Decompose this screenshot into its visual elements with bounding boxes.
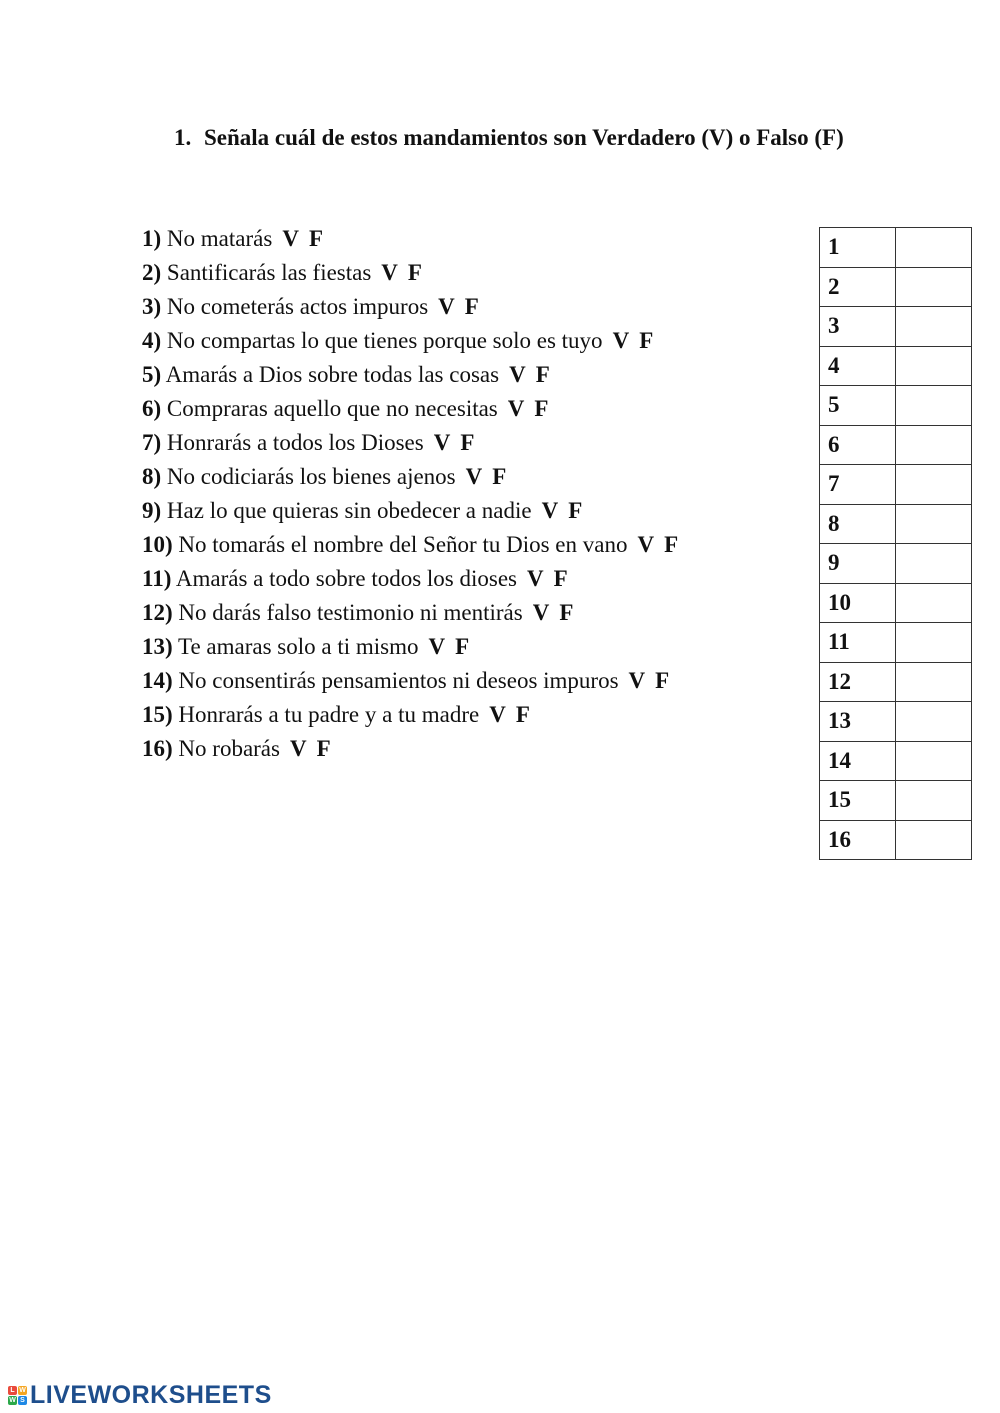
statement-text: No compartas lo que tienes porque solo es tuyo <box>166 328 603 353</box>
instruction-number: 1. <box>174 125 192 150</box>
answer-number: 15 <box>820 781 896 821</box>
answer-number: 2 <box>820 267 896 307</box>
true-false-options <box>527 566 568 591</box>
statement-text: No cometerás actos impuros <box>166 294 429 319</box>
answer-row <box>820 544 972 584</box>
answer-row <box>820 228 972 268</box>
answer-number: 8 <box>820 504 896 544</box>
option-f[interactable]: F <box>559 600 574 625</box>
option-v[interactable]: V <box>428 634 446 659</box>
statement-text: No matarás <box>166 226 273 251</box>
true-false-options <box>429 634 470 659</box>
answer-number: 14 <box>820 741 896 781</box>
true-false-options <box>381 260 422 285</box>
statement-index: 4) <box>142 328 162 353</box>
statement-index: 6) <box>142 396 162 421</box>
answer-box[interactable] <box>896 465 972 505</box>
option-f[interactable]: F <box>655 668 670 693</box>
option-v[interactable]: V <box>381 260 398 285</box>
statement-item <box>142 664 678 698</box>
liveworksheets-logo <box>8 1380 272 1410</box>
option-v[interactable]: V <box>438 294 455 319</box>
statement-index: 16) <box>142 736 173 761</box>
statement-index: 5) <box>142 362 162 387</box>
option-v[interactable]: V <box>433 430 451 455</box>
statement-index: 7) <box>142 430 162 455</box>
answer-box[interactable] <box>896 544 972 584</box>
option-f[interactable]: F <box>455 634 470 659</box>
answer-number: 5 <box>820 386 896 426</box>
option-v[interactable]: V <box>489 702 506 727</box>
option-v[interactable]: V <box>289 736 307 761</box>
option-f[interactable]: F <box>464 294 479 319</box>
option-v[interactable]: V <box>282 226 299 251</box>
answer-row <box>820 425 972 465</box>
answer-number: 1 <box>820 228 896 268</box>
statement-item <box>142 460 678 494</box>
true-false-options <box>290 736 331 761</box>
statement-index: 8) <box>142 464 162 489</box>
statement-text: Compraras aquello que no necesitas <box>166 396 498 421</box>
option-f[interactable]: F <box>639 328 654 353</box>
answer-number: 9 <box>820 544 896 584</box>
statement-index: 2) <box>142 260 162 285</box>
true-false-options <box>434 430 475 455</box>
answer-row <box>820 504 972 544</box>
answer-box[interactable] <box>896 702 972 742</box>
answer-box[interactable] <box>896 346 972 386</box>
answer-number: 11 <box>820 623 896 663</box>
statement-text: No robarás <box>178 736 280 761</box>
logo-text: LIVEWORKSHEETS <box>30 1380 272 1409</box>
statement-item <box>142 732 678 766</box>
answer-row <box>820 307 972 347</box>
statement-text: Amarás a todo sobre todos los dioses <box>175 566 518 591</box>
option-v[interactable]: V <box>532 600 550 625</box>
option-f[interactable]: F <box>316 736 331 761</box>
true-false-options <box>509 362 550 387</box>
statement-item <box>142 630 678 664</box>
statement-item <box>142 392 678 426</box>
option-f[interactable]: F <box>534 396 549 421</box>
statement-index: 13) <box>142 634 173 659</box>
statement-text: Te amaras solo a ti mismo <box>178 634 419 659</box>
answer-number: 13 <box>820 702 896 742</box>
statement-index: 1) <box>142 226 162 251</box>
statement-text: Santificarás las fiestas <box>166 260 372 285</box>
statement-index: 15) <box>142 702 173 727</box>
statement-list <box>142 222 678 766</box>
option-v[interactable]: V <box>527 566 544 591</box>
true-false-options <box>438 294 479 319</box>
statement-item <box>142 426 678 460</box>
instruction-text: Señala cuál de estos mandamientos son Verdadero (V) o Falso (F) <box>204 125 844 150</box>
statement-text: No tomarás el nombre del Señor tu Dios en vano <box>178 532 628 557</box>
answer-row <box>820 465 972 505</box>
statement-text: No codiciarás los bienes ajenos <box>166 464 456 489</box>
option-v[interactable]: V <box>612 328 630 353</box>
true-false-options <box>282 226 323 251</box>
true-false-options <box>637 532 678 557</box>
answer-number: 6 <box>820 425 896 465</box>
true-false-options <box>466 464 507 489</box>
statement-index: 9) <box>142 498 162 523</box>
answer-row <box>820 662 972 702</box>
answer-number: 7 <box>820 465 896 505</box>
option-f[interactable]: F <box>664 532 679 557</box>
option-v[interactable]: V <box>541 498 559 523</box>
answer-box[interactable] <box>896 425 972 465</box>
statement-text: Honrarás a tu padre y a tu madre <box>178 702 480 727</box>
option-v[interactable]: V <box>637 532 655 557</box>
liveworksheets-logo-icon <box>8 1386 27 1405</box>
option-f[interactable]: F <box>308 226 323 251</box>
answer-row <box>820 623 972 663</box>
true-false-options <box>542 498 583 523</box>
statement-item <box>142 494 678 528</box>
statement-index: 11) <box>142 566 172 591</box>
answer-row <box>820 741 972 781</box>
statement-index: 10) <box>142 532 173 557</box>
answer-table <box>819 227 972 860</box>
answer-row <box>820 346 972 386</box>
answer-box[interactable] <box>896 228 972 268</box>
option-f[interactable]: F <box>535 362 550 387</box>
answer-box[interactable] <box>896 307 972 347</box>
answer-row <box>820 583 972 623</box>
statement-item <box>142 358 678 392</box>
statement-index: 14) <box>142 668 173 693</box>
statement-item <box>142 290 678 324</box>
answer-box[interactable] <box>896 662 972 702</box>
logo-square: S <box>18 1396 27 1405</box>
true-false-options <box>508 396 549 421</box>
true-false-options <box>489 702 530 727</box>
option-f[interactable]: F <box>515 702 530 727</box>
option-v[interactable]: V <box>507 396 525 421</box>
statement-text: No darás falso testimonio ni mentirás <box>178 600 523 625</box>
statement-item <box>142 562 678 596</box>
statement-index: 3) <box>142 294 162 319</box>
statement-item <box>142 698 678 732</box>
logo-square: W <box>19 1386 26 1394</box>
logo-square: L <box>8 1386 17 1395</box>
answer-box[interactable] <box>896 267 972 307</box>
answer-box[interactable] <box>896 781 972 821</box>
statement-index: 12) <box>142 600 173 625</box>
answer-number: 10 <box>820 583 896 623</box>
option-v[interactable]: V <box>465 464 483 489</box>
statement-text: Haz lo que quieras sin obedecer a nadie <box>166 498 532 523</box>
answer-number: 4 <box>820 346 896 386</box>
option-f[interactable]: F <box>492 464 507 489</box>
statement-item <box>142 596 678 630</box>
statement-item <box>142 324 678 358</box>
true-false-options <box>533 600 574 625</box>
statement-item <box>142 256 678 290</box>
answer-number: 3 <box>820 307 896 347</box>
answer-box[interactable] <box>896 741 972 781</box>
answer-box[interactable] <box>896 504 972 544</box>
true-false-options <box>629 668 670 693</box>
answer-box[interactable] <box>896 583 972 623</box>
answer-number: 16 <box>820 820 896 860</box>
answer-row <box>820 386 972 426</box>
answer-row <box>820 820 972 860</box>
instruction-heading <box>174 121 874 155</box>
statement-text: No consentirás pensamientos ni deseos impuros <box>178 668 619 693</box>
option-f[interactable]: F <box>407 260 422 285</box>
statement-item <box>142 528 678 562</box>
answer-row <box>820 702 972 742</box>
option-f[interactable]: F <box>568 498 583 523</box>
option-f[interactable]: F <box>460 430 475 455</box>
answer-box[interactable] <box>896 386 972 426</box>
statement-item <box>142 222 678 256</box>
option-v[interactable]: V <box>509 362 526 387</box>
answer-box[interactable] <box>896 623 972 663</box>
answer-row <box>820 781 972 821</box>
true-false-options <box>613 328 654 353</box>
option-f[interactable]: F <box>553 566 568 591</box>
answer-box[interactable] <box>896 820 972 860</box>
answer-row <box>820 267 972 307</box>
statement-text: Honrarás a todos los Dioses <box>166 430 424 455</box>
statement-text: Amarás a Dios sobre todas las cosas <box>165 362 500 387</box>
answer-number: 12 <box>820 662 896 702</box>
logo-square: W <box>9 1396 16 1404</box>
option-v[interactable]: V <box>628 668 646 693</box>
